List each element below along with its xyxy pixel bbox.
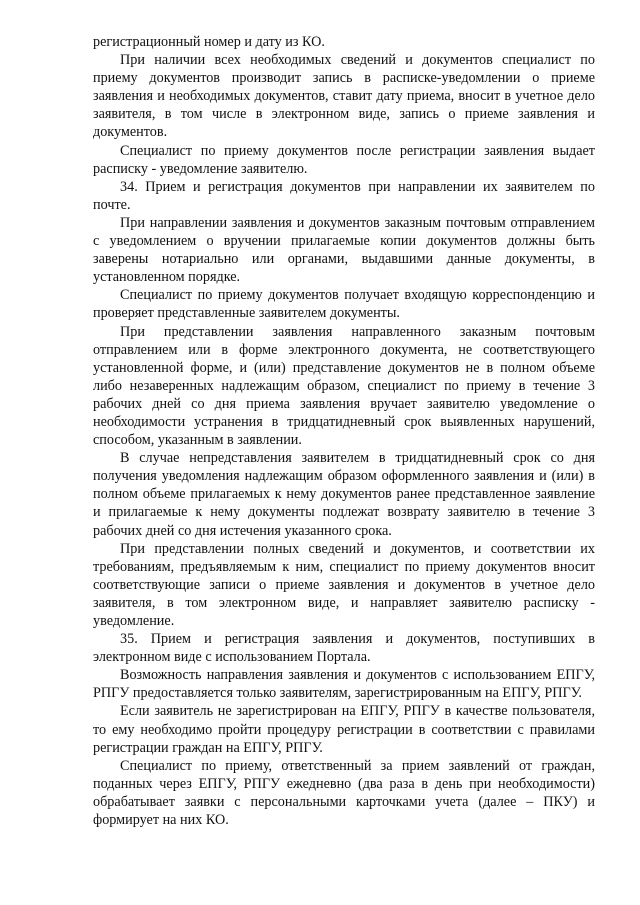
section-heading-34: 34. Прием и регистрация документов при направлении их заявителем по почте. [93,178,595,213]
paragraph-receipt-issue: Специалист по приему документов после регистрации заявления выдает расписку - уведомление заявителю. [93,142,595,177]
document-page [93,33,595,829]
paragraph-correspondence: Специалист по приему документов получает входящую корреспонденцию и проверяет представленные заявителем документы. [93,287,595,322]
section-heading-35: 35. Прием и регистрация заявления и документов, поступивших в электронном виде с использованием Портала. [93,631,595,666]
paragraph-postal-copies: При направлении заявления и документов заказным почтовым отправлением с уведомлением о вручении прилагаемые копии документов должны быть заверены нотариально или органами, выдавшими данные документы, в установленном порядке. [93,214,595,286]
paragraph-violations-notice: При представлении заявления направленного заказным почтовым отправлением или в форме электронного документа, не соответствующего установленной форме, и (или) представление документов не в полном объеме либо незаверенных надлежащим образом, специалист по приему в течение 3 рабочих дней со дня приема заявления вручает заявителю уведомление о необходимости устранения в тридцатидневный срок выявленных нарушений, способом, указанным в заявлении. [93,323,595,449]
paragraph-registration-required: Если заявитель не зарегистрирован на ЕПГУ, РПГУ в качестве пользователя, то ему необходимо пройти процедуру регистрации в соответствии с правилами регистрации граждан на ЕПГУ, РПГУ. [93,703,595,756]
paragraph-continuation: регистрационный номер и дату из КО. [93,34,325,50]
paragraph-receipt-record: При наличии всех необходимых сведений и документов специалист по приему документов производит запись в расписке-уведомлении о приеме заявления и необходимых документов, ставит дату приема, вносит в учетное дело заявителя, в том числе в электронном виде, запись о приеме заявления и документов. [93,52,595,141]
paragraph-portal-availability: Возможность направления заявления и документов с использованием ЕПГУ, РПГУ предоставляется только заявителям, зарегистрированным на ЕПГУ, РПГУ. [93,667,595,702]
paragraph-return-documents: В случае непредставления заявителем в тридцатидневный срок со дня получения уведомления надлежащим образом оформленного заявления и (или) в полном объеме прилагаемых к нему документов ранее представленное заявление и прилагаемые к нему документы подлежат возврату заявителю в течение 3 рабочих дней со дня истечения указанного срока. [93,450,595,539]
paragraph-daily-processing: Специалист по приему, ответственный за прием заявлений от граждан, поданных через ЕПГУ, РПГУ ежедневно (два раза в день при необходимости) обрабатывает заявки с персональными карточками учета (далее – ПКУ) и формирует на них КО. [93,757,595,829]
paragraph-full-documents: При представлении полных сведений и документов, и соответствии их требованиям, предъявляемым к ним, специалист по приему документов вносит соответствующие записи о приеме заявления и документов в учетное дело заявителя, в том электронном виде, и направляет заявителю расписку - уведомление. [93,540,595,629]
